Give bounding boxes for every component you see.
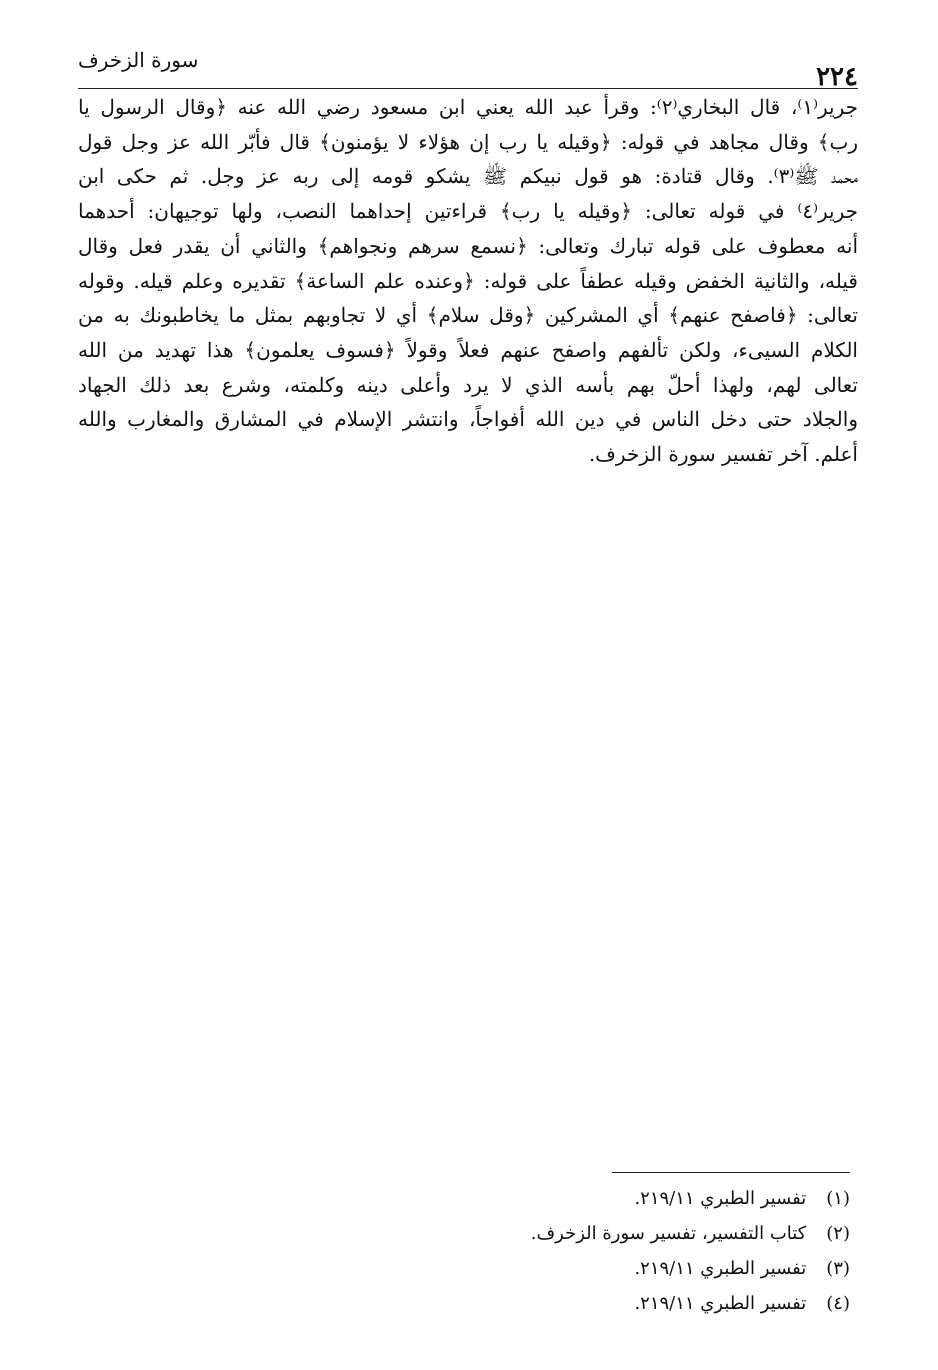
footnote-number: (١) <box>826 1188 850 1209</box>
text-line: والجلاد حتى دخل الناس في دين الله أفواجاً، وانتشر الإسلام في المشارق والمغارب والله <box>78 407 858 432</box>
footnote-rule <box>612 1172 850 1173</box>
text-line: جرير⁽٤⁾ في قوله تعالى: ﴿وقيله يا رب﴾ قراءتين إحداهما النصب، ولها توجيهان: أحدهما <box>78 199 858 224</box>
header-rule <box>78 88 858 89</box>
footnote-item <box>350 1290 850 1325</box>
footnote-item <box>350 1255 850 1290</box>
footnote-text: كتاب التفسير، تفسير سورة الزخرف. <box>530 1223 807 1244</box>
page-number: ٢٢٤ <box>816 62 858 92</box>
footnote-number: (٢) <box>826 1223 850 1244</box>
text-line: الكلام السيىء، ولكن تألفهم واصفح عنهم فعلاً وقولاً ﴿فسوف يعلمون﴾ هذا تهديد من الله <box>78 337 858 362</box>
footnotes <box>350 1185 850 1325</box>
footnote-number: (٤) <box>826 1293 850 1314</box>
text-line: جرير⁽١⁾، قال البخاري⁽٢⁾: وقرأ عبد الله يعني ابن مسعود رضي الله عنه ﴿وقال الرسول يا <box>78 95 858 119</box>
footnote-text: تفسير الطبري ٢١٩/١١. <box>634 1258 807 1279</box>
text-line: رب﴾ وقال مجاهد في قوله: ﴿وقيله يا رب إن هؤلاء لا يؤمنون﴾ قال فأبّر الله عز وجل قول <box>78 129 858 154</box>
text-line: قيله، والثانية الخفض وقيله عطفاً على قوله: ﴿وعنده علم الساعة﴾ تقديره وعلم قيله. وقوله <box>78 268 858 293</box>
running-head <box>78 48 858 92</box>
text-line: أعلم. آخر تفسير سورة الزخرف. <box>588 442 858 467</box>
footnote-item <box>350 1185 850 1220</box>
text-line: محمد ﷺ⁽٣⁾. وقال قتادة: هو قول نبيكم ﷺ يشكو قومه إلى ربه عز وجل. ثم حكى ابن <box>78 164 859 189</box>
footnote-item <box>350 1220 850 1255</box>
text-line: أنه معطوف على قوله تبارك وتعالى: ﴿نسمع سرهم ونجواهم﴾ والثاني أن يقدر فعل وقال <box>78 233 858 258</box>
footnote-text: تفسير الطبري ٢١٩/١١. <box>634 1188 807 1209</box>
footnote-number: (٣) <box>826 1258 850 1279</box>
text-line: تعالى: ﴿فاصفح عنهم﴾ أي المشركين ﴿وقل سلام﴾ أي لا تجاوبهم بمثل ما يخاطبونك به من <box>78 303 858 328</box>
surah-title: سورة الزخرف <box>78 48 199 72</box>
footnote-text: تفسير الطبري ٢١٩/١١. <box>634 1293 807 1314</box>
text-line: تعالى لهم، ولهذا أحلّ بهم بأسه الذي لا يرد وأعلى دينه وكلمته، وشرع بعد ذلك الجهاد <box>78 372 858 397</box>
body-text <box>78 90 858 472</box>
